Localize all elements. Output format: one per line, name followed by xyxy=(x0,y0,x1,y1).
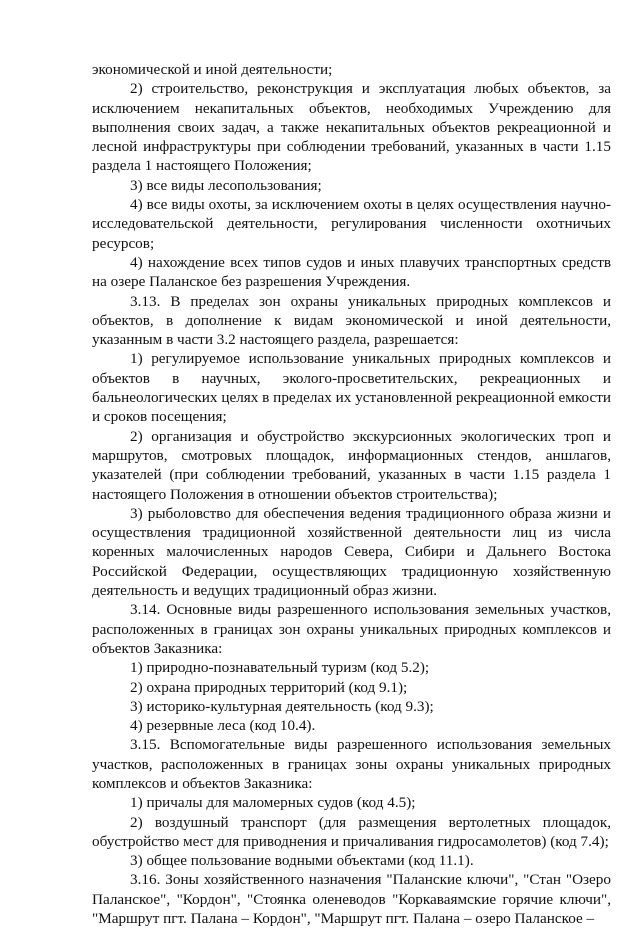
paragraph: 3.16. Зоны хозяйственного назначения "Паланские ключи", "Стан "Озеро Паланское", "Кордон", "Стоянка оленеводов "Коркаваямские горячие ключи", "Маршрут пгт. Палана – Кордон", "Маршрут пгт. Палана – озеро Паланское – xyxy=(92,871,611,928)
paragraph: 3.14. Основные виды разрешенного использования земельных участков, расположенных в границах зон охраны уникальных природных комплексов и объектов Заказника: xyxy=(92,601,611,657)
paragraph: 3.15. Вспомогательные виды разрешенного использования земельных участков, расположенных в границах зоны охраны уникальных природных комплексов и объектов Заказника: xyxy=(92,736,611,792)
paragraph: 4) нахождение всех типов судов и иных плавучих транспортных средств на озере Паланское без разрешения Учреждения. xyxy=(92,253,611,291)
document-body xyxy=(92,60,611,928)
paragraph: 1) регулируемое использование уникальных природных комплексов и объектов в научных, эколого-просветительских, рекреационных и бальнеологических целях в пределах их установленной рекреационной емкости и сроков посещения; xyxy=(92,350,611,426)
paragraph: 3.13. В пределах зон охраны уникальных природных комплексов и объектов, в дополнение к видам экономической и иной деятельности, указанным в части 3.2 настоящего раздела, разрешается: xyxy=(92,292,611,349)
list-item: 2) воздушный транспорт (для размещения вертолетных площадок, обустройство мест для приводнения и причаливания гидросамолетов) (код 7.4); xyxy=(92,813,611,850)
paragraph: 3) все виды лесопользования; xyxy=(130,176,322,194)
paragraph: 3) рыболовство для обеспечения ведения традиционного образа жизни и осуществления традиционной хозяйственной деятельности лиц из числа коренных малочисленных народов Севера, Сибири и Дальнего Востока Российской Федерации, осуществляющих традиционную хозяйственную деятельность и ведущих традиционный образ жизни. xyxy=(92,504,611,600)
paragraph: 2) строительство, реконструкция и эксплуатация любых объектов, за исключением некапитальных объектов, необходимых Учреждению для выполнения своих задач, а также некапитальных объектов рекреационной и лесной инфраструктуры при соблюдении требований, указанных в части 1.15 раздела 1 настоящего Положения; xyxy=(92,80,611,175)
list-item: 2) охрана природных территорий (код 9.1); xyxy=(130,678,408,696)
paragraph: 2) организация и обустройство экскурсионных экологических троп и маршрутов, смотровых площадок, информационных стендов, аншлагов, указателей (при соблюдении требований, указанных в части 1.15 раздела 1 настоящего Положения в отношении объектов строительства); xyxy=(92,427,611,503)
list-item: 4) резервные леса (код 10.4). xyxy=(130,717,316,735)
list-item: 3) общее пользование водными объектами (код 11.1). xyxy=(130,852,474,870)
list-item: 3) историко-культурная деятельность (код 9.3); xyxy=(130,697,434,715)
list-item: 1) природно-познавательный туризм (код 5.2); xyxy=(130,659,430,677)
list-item: 1) причалы для маломерных судов (код 4.5); xyxy=(130,794,416,812)
paragraph: 4) все виды охоты, за исключением охоты в целях осуществления научно-исследовательской деятельности, регулирования численности охотничьих ресурсов; xyxy=(92,196,611,252)
paragraph: экономической и иной деятельности; xyxy=(92,61,333,78)
